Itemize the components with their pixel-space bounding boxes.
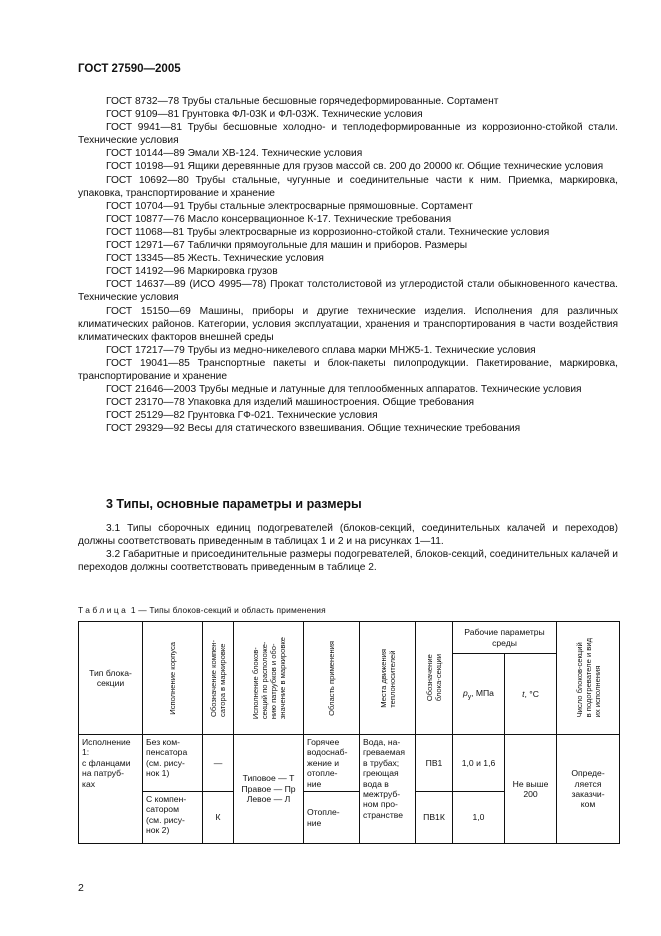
reference-item: ГОСТ 29329—92 Весы для статического взвешивания. Общие технические требования xyxy=(106,423,521,435)
section-title: 3 Типы, основные параметры и размеры xyxy=(106,497,362,511)
reference-item: ГОСТ 14192—96 Маркировка грузов xyxy=(106,266,278,278)
table-caption xyxy=(78,605,326,615)
reference-item: ГОСТ 21646—2003 Трубы медные и латунные для теплообменных аппаратов. Технические условия xyxy=(106,384,582,396)
reference-item: ГОСТ 19041—85 Транспортные пакеты и блок-пакеты пилопродукции. Пакетирование, маркировка, транспортирование и хранение xyxy=(78,357,618,382)
table-block-section-types xyxy=(78,621,620,844)
document-header: ГОСТ 27590—2005 xyxy=(78,63,181,75)
table-cell-designation: ПВ1 xyxy=(416,735,453,792)
reference-item: ГОСТ 12971—67 Таблички прямоугольные для машин и приборов. Размеры xyxy=(106,240,468,252)
table-cell-housing: С компен- сатором (см. рису- нок 2) xyxy=(143,792,203,844)
reference-item: ГОСТ 14637—89 (ИСО 4995—78) Прокат толстолистовой из углеродистой стали обыкновенного качества. Технические условия xyxy=(78,279,618,304)
header-params-group: Рабочие параметры среды xyxy=(453,622,557,654)
table-cell-coolant-flow: Вода, на- греваемая в трубах; греющая вода в межтруб- ном про- странстве xyxy=(360,735,416,844)
reference-item: ГОСТ 10704—91 Трубы стальные электросварные прямошовные. Сортамент xyxy=(106,200,473,212)
table-cell-designation: ПВ1К xyxy=(416,792,453,844)
paragraph: 3.2 Габаритные и присоединительные размеры подогревателей, блоков-секций, соединительных калачей и переходов должны соответствовать приведенным в таблице 2. xyxy=(78,549,618,574)
header-temperature: t, °С xyxy=(505,654,557,735)
reference-item: ГОСТ 11068—81 Трубы электросварные из коррозионно-стойкой стали. Технические условия xyxy=(106,226,550,238)
table-cell-pressure: 1,0 и 1,6 xyxy=(453,735,505,792)
header-nozzle-layout: Исполнение блоков- секций по расположе- нию патрубков и обо- значение в маркировке xyxy=(234,622,304,735)
page-number: 2 xyxy=(78,882,84,894)
table-cell-application: Отопле- ние xyxy=(304,792,360,844)
table-cell-count: Опреде- ляется заказчи- ком xyxy=(557,735,620,844)
header-designation: Обозначение блока-секции xyxy=(416,622,453,735)
reference-item: ГОСТ 17217—79 Трубы из медно-никелевого сплава марки МНЖ5-1. Технические условия xyxy=(106,344,536,356)
table-caption-text: 1 — Типы блоков-секций и область применения xyxy=(130,605,326,615)
table-cell-layout: Типовое — Т Правое — Пр Левое — Л xyxy=(234,735,304,844)
reference-item: ГОСТ 9109—81 Грунтовка ФЛ-03К и ФЛ-03Ж. Технические условия xyxy=(106,109,423,121)
table-cell-temperature: Не выше 200 xyxy=(505,735,557,844)
header-compensator-mark: Обозначение компен- сатора в маркировке xyxy=(203,622,234,735)
paragraph: 3.1 Типы сборочных единиц подогревателей (блоков-секций, соединительных калачей и переходов) должны соответствовать приведенным в таблицах 1 и 2 и на рисунках 1—11. xyxy=(78,523,618,548)
reference-item: ГОСТ 9941—81 Трубы бесшовные холодно- и теплодеформированные из коррозионно-стойкой стали. Технические условия xyxy=(78,122,618,147)
section-body xyxy=(78,522,618,574)
normative-references-list xyxy=(78,95,618,435)
reference-item: ГОСТ 15150—69 Машины, приборы и другие технические изделия. Исполнения для различных климатических районов. Категории, условия эксплуатации, хранения и транспортирования в части воздействия климатических факторов внешней среды xyxy=(78,305,618,343)
header-housing: Исполнение корпуса xyxy=(143,622,203,735)
header-count: Число блоков-секций в подогревателе и вид их исполнения xyxy=(557,622,620,735)
reference-item: ГОСТ 10144—89 Эмали ХВ-124. Технические условия xyxy=(106,148,363,160)
header-application: Область применения xyxy=(304,622,360,735)
reference-item: ГОСТ 23170—78 Упаковка для изделий машиностроения. Общие требования xyxy=(106,397,475,409)
reference-item: ГОСТ 13345—85 Жесть. Технические условия xyxy=(106,253,324,265)
table-cell-pressure: 1,0 xyxy=(453,792,505,844)
reference-item: ГОСТ 10692—80 Трубы стальные, чугунные и соединительные части к ним. Приемка, маркировка, упаковка, транспортирование и хранение xyxy=(78,174,618,199)
reference-item: ГОСТ 25129—82 Грунтовка ГФ-021. Технические условия xyxy=(106,410,378,422)
table-cell-type: Исполнение 1: с фланцами на патруб- ках xyxy=(79,735,143,844)
table-caption-word: Таблица xyxy=(78,605,129,615)
reference-item: ГОСТ 10198—91 Ящики деревянные для грузов массой св. 200 до 20000 кг. Общие технические условия xyxy=(106,161,604,173)
table-cell-application: Горячее водоснаб- жение и отопле- ние xyxy=(304,735,360,792)
table-cell-compensator: — xyxy=(203,735,234,792)
reference-item: ГОСТ 8732—78 Трубы стальные бесшовные горячедеформированные. Сортамент xyxy=(106,96,499,107)
header-coolant-flow: Места движения теплоносителей xyxy=(360,622,416,735)
table-cell-housing: Без ком- пенсатора (см. рису- нок 1) xyxy=(143,735,203,792)
header-type: Тип блока- секции xyxy=(79,622,143,735)
table-cell-compensator: К xyxy=(203,792,234,844)
reference-item: ГОСТ 10877—76 Масло консервационное К-17. Технические требования xyxy=(106,213,452,225)
header-pressure: $p_у$, МПа xyxy=(453,654,505,735)
